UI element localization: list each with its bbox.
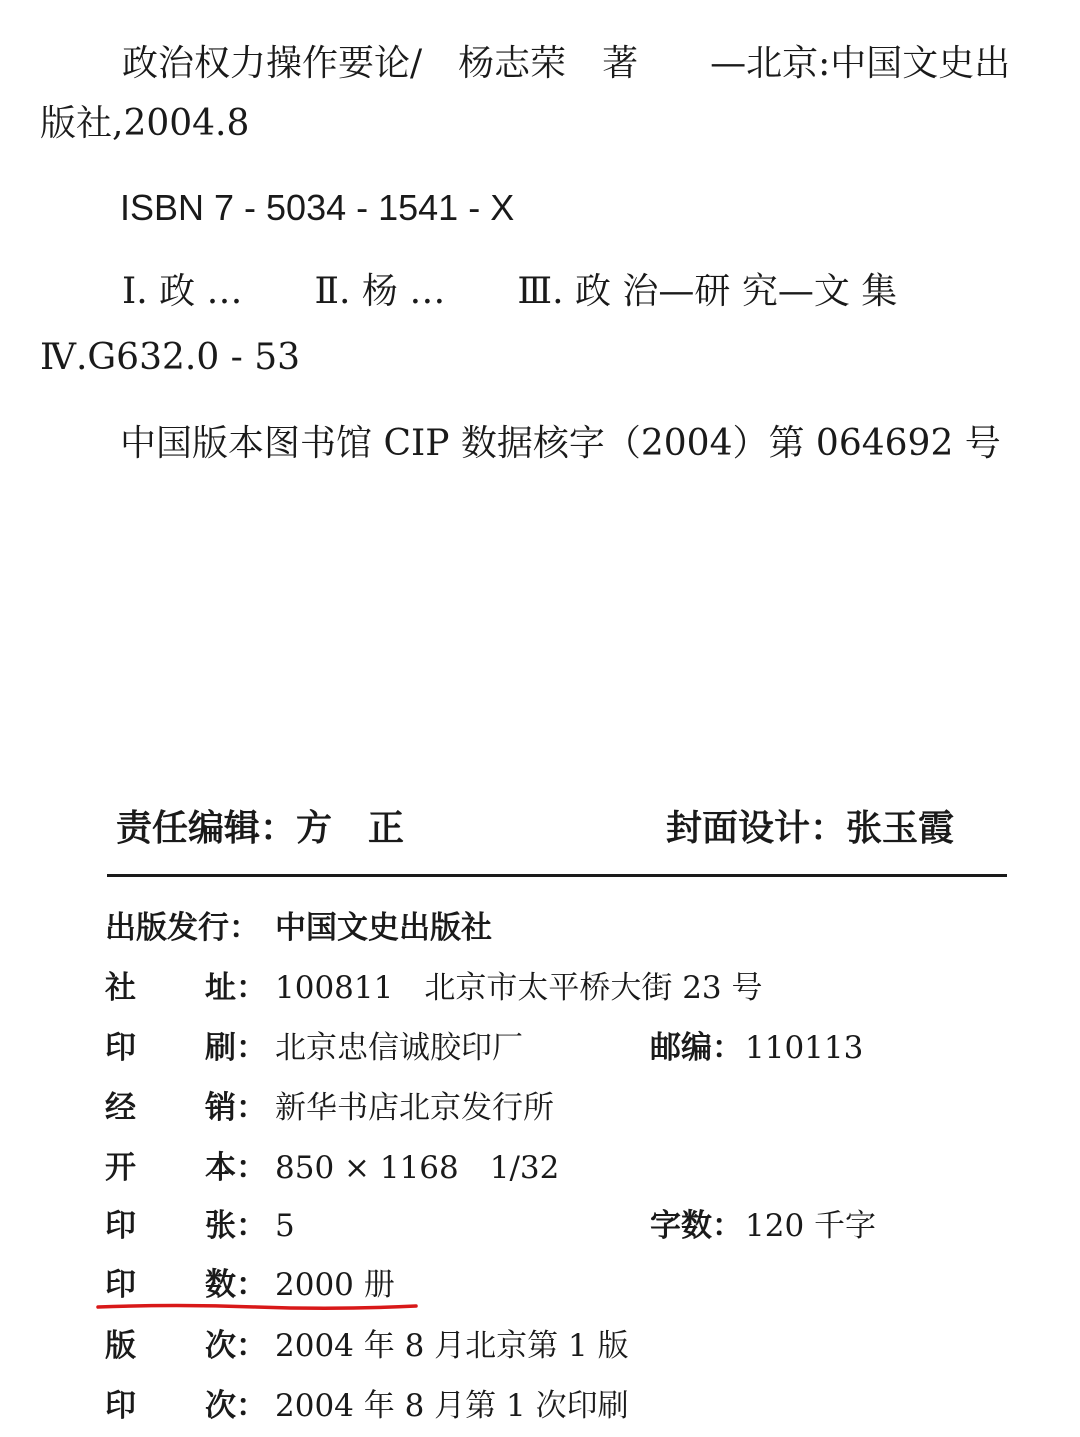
distributor-value: 新华书店北京发行所 bbox=[275, 1090, 554, 1126]
editor-label: 责任编辑： bbox=[116, 807, 297, 849]
cip-title-line: 政治权力操作要论/ 杨志荣 著 —北京:中国文史出 bbox=[122, 43, 1011, 84]
format-value: 850 × 1168 1/32 bbox=[275, 1150, 560, 1186]
divider-rule bbox=[107, 874, 1007, 877]
cip-record-number: 中国版本图书馆 CIP 数据核字（2004）第 064692 号 bbox=[120, 423, 1001, 464]
format-label: 开 本： bbox=[105, 1150, 267, 1186]
distributor-label: 经 销： bbox=[105, 1090, 267, 1126]
red-underline-annotation bbox=[96, 1302, 419, 1311]
postcode-label: 邮编： bbox=[650, 1030, 743, 1066]
wordcount-value: 120 千字 bbox=[745, 1208, 877, 1244]
edition-label: 版 次： bbox=[105, 1328, 267, 1364]
isbn: ISBN 7 - 5034 - 1541 - X bbox=[120, 187, 515, 228]
cover-designer-name: 张玉霞 bbox=[846, 807, 955, 849]
printer-label: 印 刷： bbox=[105, 1030, 267, 1066]
print-run-label: 印 数： bbox=[105, 1267, 267, 1303]
postcode-value: 110113 bbox=[745, 1030, 864, 1066]
impression-label: 印 次： bbox=[105, 1388, 267, 1424]
publisher-label: 出版发行： bbox=[105, 910, 260, 946]
print-run-value: 2000 册 bbox=[275, 1267, 395, 1303]
publisher-value: 中国文史出版社 bbox=[275, 910, 492, 946]
cip-title-line-cont: 版社,2004.8 bbox=[40, 103, 250, 144]
classification-code: Ⅳ.G632.0 - 53 bbox=[40, 337, 301, 378]
editor-name: 方 正 bbox=[296, 807, 405, 849]
classification-line: Ⅰ. 政 … Ⅱ. 杨 … Ⅲ. 政 治—研 究—文 集 bbox=[122, 271, 898, 312]
address-label: 社 址： bbox=[105, 970, 267, 1006]
sheets-label: 印 张： bbox=[105, 1208, 267, 1244]
address-value: 100811 北京市太平桥大街 23 号 bbox=[275, 970, 763, 1006]
edition-value: 2004 年 8 月北京第 1 版 bbox=[275, 1328, 629, 1364]
wordcount-label: 字数： bbox=[650, 1208, 743, 1244]
cover-design-credit bbox=[666, 808, 954, 848]
editor-credit bbox=[116, 808, 404, 848]
cover-design-label: 封面设计： bbox=[666, 807, 847, 849]
impression-value: 2004 年 8 月第 1 次印刷 bbox=[275, 1388, 629, 1424]
printer-value: 北京忠信诚胶印厂 bbox=[275, 1030, 523, 1066]
sheets-value: 5 bbox=[275, 1208, 295, 1244]
